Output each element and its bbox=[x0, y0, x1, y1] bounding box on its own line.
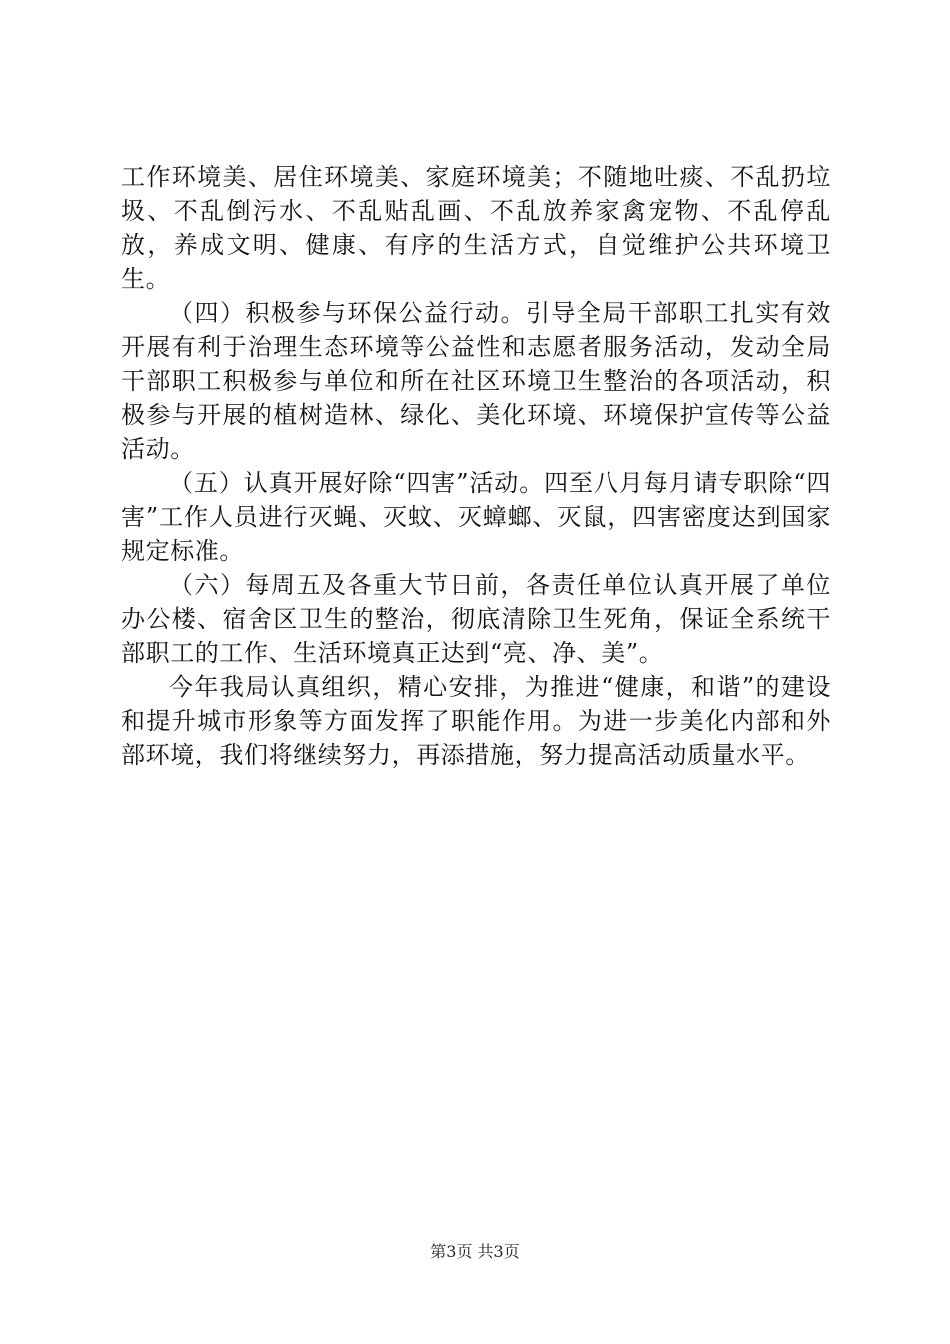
paragraph-section-5: （五）认真开展好除“四害”活动。四至八月每月请专职除“四害”工作人员进行灭蝇、灭蚊、灭蟑螂、灭鼠，四害密度达到国家规定标准。 bbox=[121, 469, 831, 565]
paragraph-section-6: （六）每周五及各重大节日前，各责任单位认真开展了单位办公楼、宿舍区卫生的整治，彻底清除卫生死角，保证全系统干部职工的工作、生活环境真正达到“亮、净、美”。 bbox=[121, 571, 831, 667]
paragraph-conclusion: 今年我局认真组织，精心安排，为推进“健康，和谐”的建设和提升城市形象等方面发挥了职能作用。为进一步美化内部和外部环境，我们将继续努力，再添措施，努力提高活动质量水平。 bbox=[121, 673, 831, 769]
page-number-footer: 第3页 共3页 bbox=[430, 1242, 520, 1261]
paragraph-continued: 工作环境美、居住环境美、家庭环境美；不随地吐痰、不乱扔垃圾、不乱倒污水、不乱贴乱画、不乱放养家禽宠物、不乱停乱放，养成文明、健康、有序的生活方式，自觉维护公共环境卫生。 bbox=[121, 163, 831, 293]
document-body bbox=[121, 160, 831, 772]
paragraph-section-4: （四）积极参与环保公益行动。引导全局干部职工扎实有效开展有利于治理生态环境等公益性和志愿者服务活动，发动全局干部职工积极参与单位和所在社区环境卫生整治的各项活动，积极参与开展的植树造林、绿化、美化环境、环境保护宣传等公益活动。 bbox=[121, 299, 831, 463]
